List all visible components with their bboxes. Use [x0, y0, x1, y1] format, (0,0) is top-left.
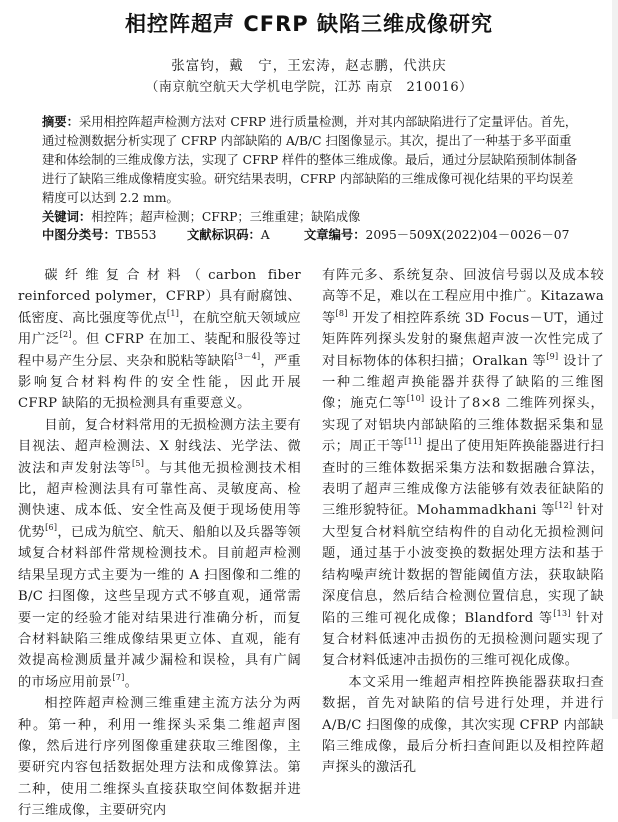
citation-ref[interactable]: [6] — [45, 522, 58, 532]
body-text: 设计了一种二维超声换能器并获得了缺陷的三维图像；施克仁等 — [322, 353, 604, 412]
article-no-value: 2095－509X(2022)04－0026－07 — [365, 228, 570, 243]
body-column-right — [322, 265, 604, 779]
body-paragraph — [322, 265, 604, 672]
body-text: ，严重影响复合材料构件的安全性能，因此开展 CFRP 缺陷的无损检测具有重要意义。 — [18, 353, 301, 412]
body-column-left — [18, 265, 301, 822]
clc-number — [42, 226, 187, 245]
citation-ref[interactable]: [10] — [406, 394, 425, 404]
clc-value: TB553 — [115, 228, 157, 243]
paper-title: 相控阵超声 CFRP 缺陷三维成像研究 — [125, 12, 493, 36]
body-text: 。但 CFRP 在加工、装配和服役等过程中易产生分层、夹杂和脱粘等缺陷 — [18, 332, 301, 369]
body-text: 针对复合材料低速冲击损伤的无损检测问题实现了复合材料低速冲击损伤的三维可视化成像。 — [322, 610, 604, 669]
body-text: 。与其他无损检测技术相比，超声检测法具有可靠性高、灵敏度高、检测快速、成本低、安全性高及便于现场使用等优势 — [18, 460, 301, 540]
keywords-text: 相控阵；超声检测；CFRP；三维重建；缺陷成像 — [91, 209, 361, 224]
body-text: 设计了8×8 二维阵列探头，实现了对铝块内部缺陷的三维体数据采集和显示；周正干等 — [322, 396, 604, 455]
citation-ref[interactable]: [7] — [112, 672, 125, 682]
body-paragraph — [18, 693, 301, 821]
body-text: 相控阵超声检测三维重建主流方法分为两种。第一种，利用一维探头采集二维超声图像，然后进行序列图像重建获取三维图像，主要研究内容包括数据处理方法和成像算法。第二种，使用二维探头直接获取空间体数据并进行三维成像，主要研究内 — [18, 696, 301, 819]
affiliation: （南京航空航天大学机电学院，江苏 南京 210016） — [145, 80, 473, 95]
citation-ref[interactable]: [9] — [546, 351, 559, 361]
keywords — [42, 208, 582, 227]
keywords-label: 关键词： — [42, 209, 92, 224]
author-list: 张富钧，戴 宁，王宏涛，赵志鹏，代洪庆 — [171, 58, 447, 74]
doc-code-value: A — [260, 228, 270, 243]
clc-label: 中图分类号： — [42, 228, 116, 243]
body-text: 本文采用一维超声相控阵换能器获取扫查数据，首先对缺陷的信号进行处理，并进行 A/B/C 扫图像的成像，其次实现 CFRP 内部缺陷三维成像，最后分析扫查间距以及相控阵超声探头的激活孔 — [322, 674, 604, 776]
body-text: 目前，复合材料常用的无损检测方法主要有目视法、超声检测法、X 射线法、光学法、微波法和声发射法等 — [18, 417, 301, 476]
page-edge-strip — [612, 0, 618, 719]
body-paragraph — [18, 415, 301, 693]
body-text: 提出了使用矩阵换能器进行扫查时的三维体数据采集方法和数据融合算法，表明了超声三维成像方法能够有效表征缺陷的三维形貌特征。Mohammadkhani 等 — [322, 439, 605, 519]
citation-ref[interactable]: [1] — [166, 308, 180, 318]
citation-ref[interactable]: [3－4] — [234, 351, 261, 361]
body-text: 碳纤维复合材料（carbon fiber reinforced polymer，CFRP）具有耐腐蚀、低密度、高比强度等优点 — [18, 268, 301, 326]
body-text: 有阵元多、系统复杂、回波信号弱以及成本较高等不足，难以在工程应用中推广。Kitazawa 等 — [322, 268, 604, 326]
citation-ref[interactable]: [13] — [553, 608, 571, 618]
citation-ref[interactable]: [2] — [59, 330, 72, 340]
citation-ref[interactable]: [8] — [335, 308, 348, 318]
abstract — [42, 113, 582, 208]
citation-ref[interactable]: [5] — [132, 458, 145, 468]
body-text: ，已成为航空、航天、船舶以及兵器等领域复合材料部件常规检测技术。目前超声检测结果呈现方式主要为一维的 A 扫图像和二维的 B/C 扫图像，这些呈现方式不够直观，通常需要一定的经验才能对结果进行准确分析，而复合材料缺陷三维成像结果更立体、直观，能有效提高检测质量并减少漏检和误检，具有广阔的市场应用前景 — [18, 524, 301, 690]
citation-ref[interactable]: [11] — [404, 437, 422, 447]
abstract-text: 采用相控阵超声检测方法对 CFRP 进行质量检测，并对其内部缺陷进行了定量评估。首先，通过检测数据分析实现了 CFRP 内部缺陷的 A/B/C 扫图像显示。其次，提出了一种基于多平面重建和体绘制的三维成像方法，实现了 CFRP 样件的整体三维成像。最后，通过分层缺陷预制体制备进行了缺陷三维成像精度实验。研究结果表明，CFRP 内部缺陷的三维成像可视化结果的平均误差精度可以达到 2.2 mm。 — [42, 115, 578, 205]
citation-ref[interactable]: [12] — [554, 501, 573, 511]
body-paragraph — [18, 265, 301, 415]
body-text: 针对大型复合材料航空结构件的自动化无损检测问题，通过基于小波变换的数据处理方法和基于结构噪声统计数据的智能阈值方法，获取缺陷深度信息，然后结合检测位置信息，实现了缺陷的三维可视化成像；Blandford 等 — [322, 503, 604, 626]
article-number — [304, 226, 569, 245]
abstract-label: 摘要： — [42, 115, 79, 129]
body-paragraph — [322, 672, 604, 779]
body-text: 开发了相控阵系统 3D Focus－UT，通过矩阵阵列探头发射的聚焦超声波一次性完成了对目标物体的体积扫描；Oralkan 等 — [322, 310, 604, 369]
abstract-block — [42, 113, 582, 245]
doc-code-label: 文献标识码： — [187, 228, 261, 243]
article-no-label: 文章编号： — [304, 228, 366, 243]
body-text: 。 — [124, 674, 139, 690]
body-text: ，在航空航天领域应用广泛 — [18, 310, 301, 348]
document-code — [187, 226, 304, 245]
classification-row — [42, 226, 582, 245]
